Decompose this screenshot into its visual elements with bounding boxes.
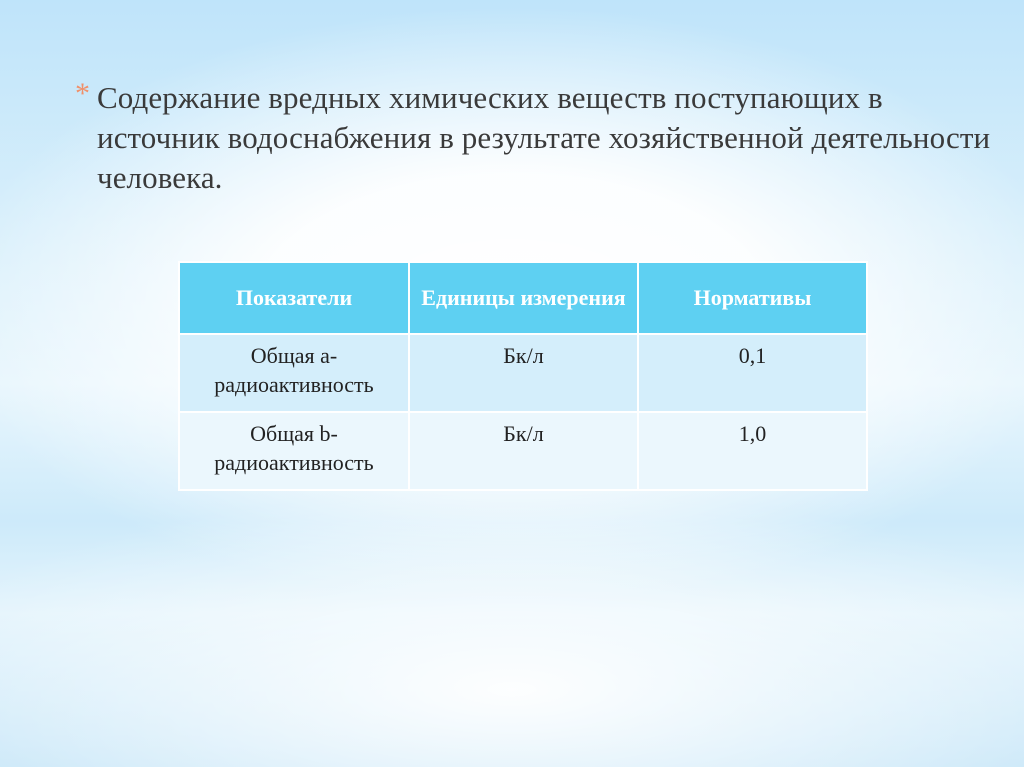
bullet-paragraph <box>75 78 1005 198</box>
cell-indicator: Общая a-радиоактивность <box>179 334 409 412</box>
norms-table <box>178 261 868 491</box>
cell-indicator: Общая b-радиоактивность <box>179 412 409 490</box>
bullet-marker: * <box>75 77 90 110</box>
header-norms: Нормативы <box>638 262 867 334</box>
header-units: Единицы измерения <box>409 262 638 334</box>
table-row <box>179 412 867 490</box>
cell-unit: Бк/л <box>409 412 638 490</box>
table-row <box>179 334 867 412</box>
cell-norm: 0,1 <box>638 334 867 412</box>
norms-table-container <box>178 261 866 478</box>
cell-unit: Бк/л <box>409 334 638 412</box>
bullet-text: Содержание вредных химических веществ поступающих в источник водоснабжения в результате хозяйственной деятельности человека. <box>97 80 991 195</box>
table-header-row <box>179 262 867 334</box>
header-indicators: Показатели <box>179 262 409 334</box>
cell-norm: 1,0 <box>638 412 867 490</box>
